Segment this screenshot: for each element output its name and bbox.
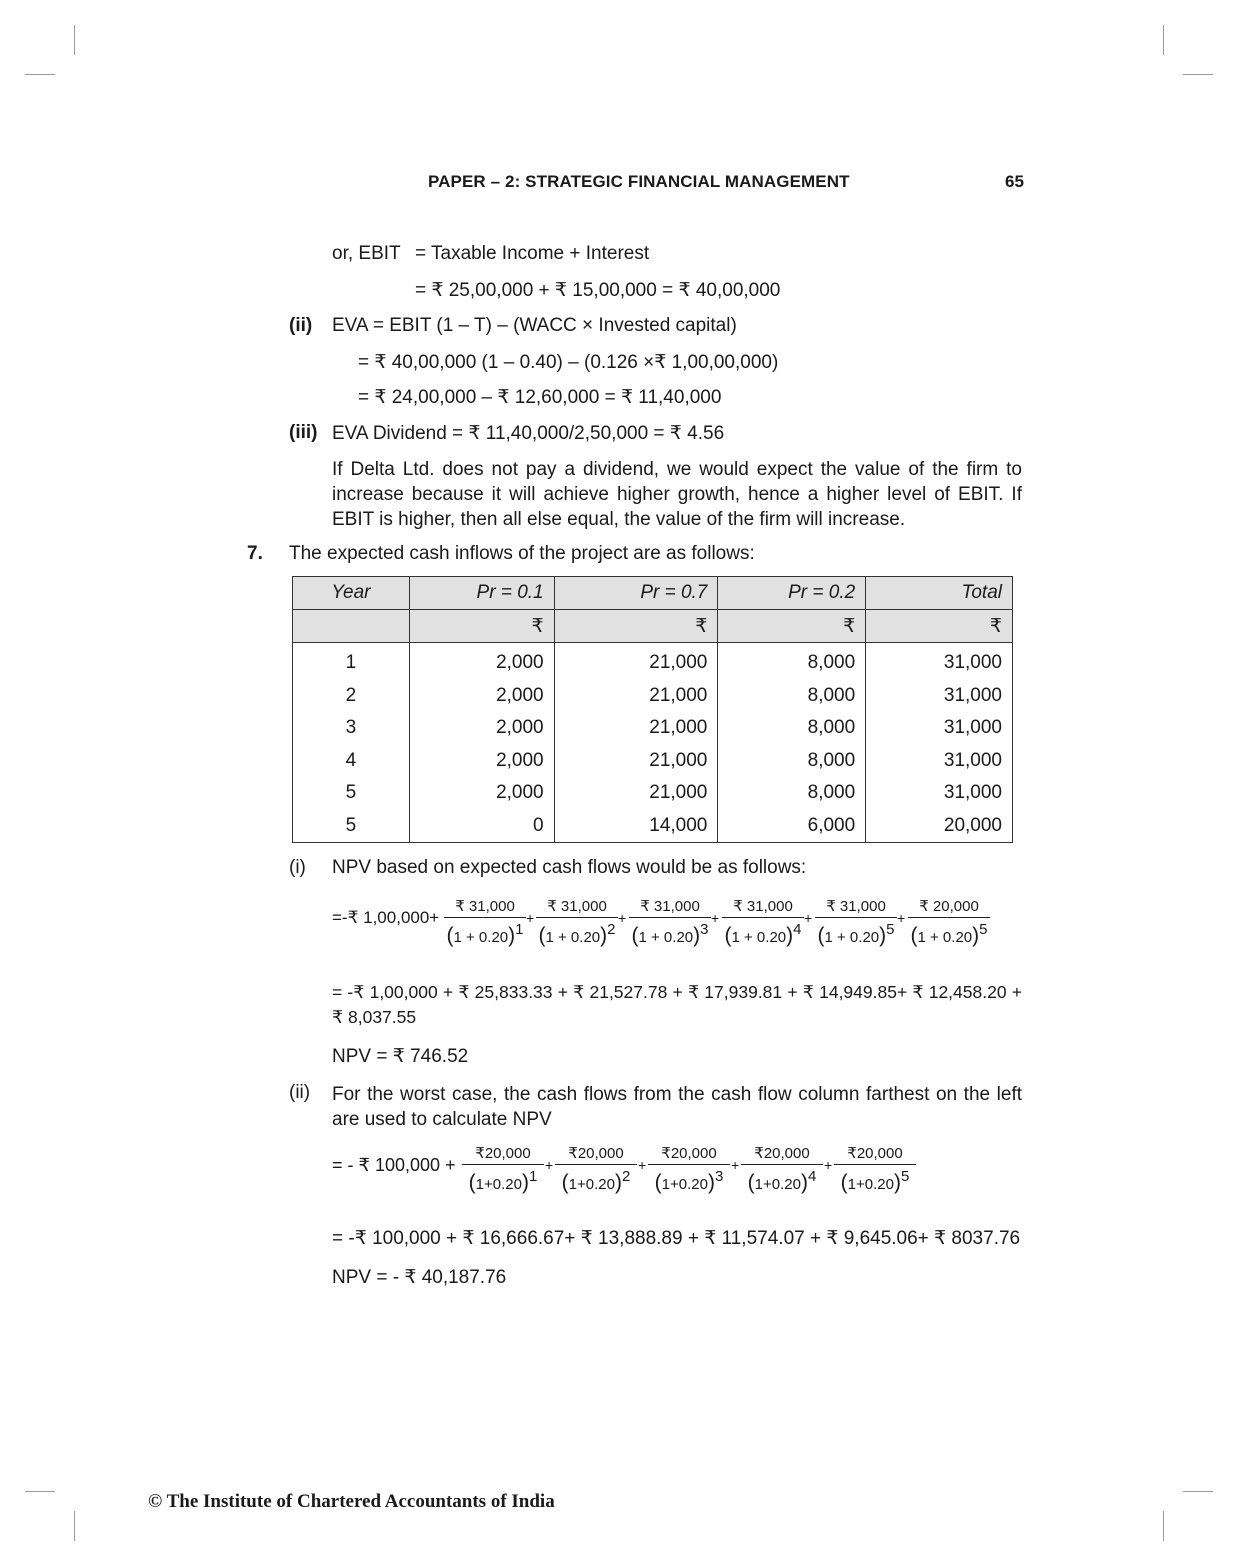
fraction-numerator: ₹20,000 bbox=[754, 1145, 810, 1162]
fraction-numerator: ₹ 31,000 bbox=[640, 898, 700, 915]
fraction-numerator: ₹20,000 bbox=[847, 1145, 903, 1162]
table-cell: 0 bbox=[409, 810, 554, 843]
crop-mark bbox=[74, 1511, 75, 1541]
table-cell: 5 bbox=[293, 777, 410, 810]
plus-sign: + bbox=[711, 910, 720, 926]
column-header-pr-07: Pr = 0.7 bbox=[554, 577, 718, 610]
discount-fraction: ₹20,000 $(1+0.20)^4$ bbox=[741, 1144, 823, 1195]
table-cell: 31,000 bbox=[866, 712, 1013, 745]
currency-symbol: ₹ bbox=[866, 610, 1013, 643]
table-cell: 5 bbox=[293, 810, 410, 843]
question-intro: The expected cash inflows of the project are as follows: bbox=[289, 543, 755, 564]
fraction-numerator: ₹ 31,000 bbox=[826, 898, 886, 915]
fraction-numerator: ₹ 31,000 bbox=[455, 898, 515, 915]
table-cell: 21,000 bbox=[554, 643, 718, 680]
eva-dividend-line: EVA Dividend = ₹ 11,40,000/2,50,000 = ₹ 4.56 bbox=[332, 423, 725, 444]
fraction-numerator: ₹ 20,000 bbox=[919, 898, 979, 915]
table-header-row bbox=[293, 577, 1013, 610]
part-i-marker: (i) bbox=[289, 857, 306, 878]
fraction-numerator: ₹ 31,000 bbox=[547, 898, 607, 915]
table-cell: 31,000 bbox=[866, 680, 1013, 713]
table-row bbox=[293, 712, 1013, 745]
fraction-denominator: 1+0.20 bbox=[568, 1176, 615, 1193]
table-row bbox=[293, 680, 1013, 713]
currency-symbol: ₹ bbox=[718, 610, 866, 643]
part-ii-intro: For the worst case, the cash flows from the cash flow column farthest on the left are used to calculate NPV bbox=[332, 1084, 1022, 1130]
table-cell: 2,000 bbox=[409, 643, 554, 680]
discount-fraction: ₹20,000 $(1+0.20)^3$ bbox=[648, 1144, 730, 1195]
crop-mark bbox=[1163, 1511, 1164, 1541]
part-i-intro: NPV based on expected cash flows would be as follows: bbox=[332, 857, 807, 878]
table-row bbox=[293, 810, 1013, 843]
table-cell: 4 bbox=[293, 745, 410, 778]
discount-fraction: ₹ 31,000 $(1 + 0.20)^4$ bbox=[722, 897, 804, 948]
cash-inflows-table bbox=[292, 576, 1013, 843]
fraction-numerator: ₹20,000 bbox=[661, 1145, 717, 1162]
eva-substitution: = ₹ 40,00,000 (1 – 0.40) – (0.126 ×₹ 1,00,00,000) bbox=[358, 352, 779, 373]
eva-dividend-marker: (iii) bbox=[289, 422, 318, 443]
fraction-denominator: 1+0.20 bbox=[475, 1176, 522, 1193]
fraction-denominator: 1+0.20 bbox=[754, 1176, 801, 1193]
worst-case-expansion: = -₹ 100,000 + ₹ 16,666.67+ ₹ 13,888.89 + ₹ 11,574.07 + ₹ 9,645.06+ ₹ 8037.76 bbox=[332, 1228, 1021, 1249]
ebit-label: or, EBIT bbox=[332, 243, 401, 264]
eva-dividend-paragraph: If Delta Ltd. does not pay a dividend, we would expect the value of the firm to increase because it will achieve higher growth, hence a higher level of EBIT. If EBIT is higher, then all else equal, the value of the firm will increase. bbox=[332, 459, 1022, 530]
plus-sign: + bbox=[824, 1157, 833, 1173]
table-cell: 8,000 bbox=[718, 777, 866, 810]
discount-fraction: ₹ 31,000 $(1 + 0.20)^5$ bbox=[815, 897, 897, 948]
table-cell: 8,000 bbox=[718, 745, 866, 778]
fraction-exponent: 2 bbox=[607, 921, 616, 938]
plus-sign: + bbox=[526, 910, 535, 926]
eva-result: = ₹ 24,00,000 – ₹ 12,60,000 = ₹ 11,40,000 bbox=[358, 387, 722, 408]
table-currency-row bbox=[293, 610, 1013, 643]
fraction-exponent: 1 bbox=[528, 1168, 538, 1185]
table-cell: 6,000 bbox=[718, 810, 866, 843]
npv-expansion: = -₹ 1,00,000 + ₹ 25,833.33 + ₹ 21,527.78 + ₹ 17,939.81 + ₹ 14,949.85+ ₹ 12,458.20 + ₹ 8,037.55 bbox=[332, 982, 1022, 1027]
fraction-exponent: 2 bbox=[621, 1168, 631, 1185]
table-row bbox=[293, 643, 1013, 680]
table-cell: 2,000 bbox=[409, 712, 554, 745]
fraction-exponent: 4 bbox=[807, 1168, 817, 1185]
page-number: 65 bbox=[1005, 172, 1024, 191]
table-cell: 14,000 bbox=[554, 810, 718, 843]
page-header-title: PAPER – 2: STRATEGIC FINANCIAL MANAGEMENT bbox=[428, 172, 850, 191]
fraction-exponent: 5 bbox=[979, 921, 988, 938]
discount-fraction: ₹20,000 $(1+0.20)^2$ bbox=[555, 1144, 637, 1195]
discount-fraction: ₹ 31,000 $(1 + 0.20)^1$ bbox=[444, 897, 526, 948]
crop-mark bbox=[1163, 25, 1164, 55]
table-cell: 20,000 bbox=[866, 810, 1013, 843]
column-header-year: Year bbox=[293, 577, 410, 610]
table-cell: 21,000 bbox=[554, 712, 718, 745]
table-cell: 2,000 bbox=[409, 680, 554, 713]
discount-fraction: ₹20,000 $(1+0.20)^5$ bbox=[834, 1144, 916, 1195]
table-cell: 21,000 bbox=[554, 680, 718, 713]
crop-mark bbox=[1183, 1491, 1213, 1492]
currency-symbol: ₹ bbox=[554, 610, 718, 643]
column-header-total: Total bbox=[866, 577, 1013, 610]
fraction-denominator: 1 + 0.20 bbox=[731, 929, 787, 946]
eva-formula: EVA = EBIT (1 – T) – (WACC × Invested capital) bbox=[332, 315, 737, 336]
fraction-denominator: 1 + 0.20 bbox=[824, 929, 880, 946]
table-cell: 31,000 bbox=[866, 777, 1013, 810]
worst-case-formula-lead: = - ₹ 100,000 + bbox=[332, 1155, 456, 1175]
table-cell: 2,000 bbox=[409, 777, 554, 810]
plus-sign: + bbox=[618, 910, 627, 926]
eva-marker: (ii) bbox=[289, 315, 313, 336]
table-cell: 3 bbox=[293, 712, 410, 745]
npv-result: NPV = ₹ 746.52 bbox=[332, 1046, 469, 1067]
table-row bbox=[293, 777, 1013, 810]
fraction-denominator: 1+0.20 bbox=[847, 1176, 894, 1193]
footer-copyright: © The Institute of Chartered Accountants of India bbox=[148, 1491, 555, 1512]
table-cell: 2 bbox=[293, 680, 410, 713]
table-cell: 31,000 bbox=[866, 745, 1013, 778]
fraction-exponent: 3 bbox=[700, 921, 709, 938]
discount-fraction: ₹ 31,000 $(1 + 0.20)^2$ bbox=[536, 897, 618, 948]
fraction-denominator: 1 + 0.20 bbox=[638, 929, 694, 946]
discount-fraction: ₹ 31,000 $(1 + 0.20)^3$ bbox=[629, 897, 711, 948]
npv-formula-lead: =-₹ 1,00,000+ bbox=[332, 908, 440, 927]
table-cell: 21,000 bbox=[554, 777, 718, 810]
table-row bbox=[293, 745, 1013, 778]
fraction-exponent: 1 bbox=[515, 921, 524, 938]
table-cell: 1 bbox=[293, 643, 410, 680]
column-header-pr-01: Pr = 0.1 bbox=[409, 577, 554, 610]
ebit-formula: = Taxable Income + Interest bbox=[415, 243, 650, 264]
fraction-exponent: 5 bbox=[886, 921, 895, 938]
column-header-pr-02: Pr = 0.2 bbox=[718, 577, 866, 610]
plus-sign: + bbox=[897, 910, 906, 926]
ebit-calculation: = ₹ 25,00,000 + ₹ 15,00,000 = ₹ 40,00,000 bbox=[415, 280, 781, 301]
fraction-exponent: 4 bbox=[793, 921, 802, 938]
plus-sign: + bbox=[545, 1157, 554, 1173]
crop-mark bbox=[25, 1491, 55, 1492]
table-cell: 8,000 bbox=[718, 712, 866, 745]
crop-mark bbox=[25, 74, 55, 75]
crop-mark bbox=[74, 25, 75, 55]
discount-fraction: ₹20,000 $(1+0.20)^1$ bbox=[462, 1144, 544, 1195]
plus-sign: + bbox=[804, 910, 813, 926]
fraction-exponent: 5 bbox=[900, 1168, 910, 1185]
fraction-denominator: 1 + 0.20 bbox=[917, 929, 973, 946]
table-cell: 31,000 bbox=[866, 643, 1013, 680]
fraction-numerator: ₹ 31,000 bbox=[733, 898, 793, 915]
table-cell: 21,000 bbox=[554, 745, 718, 778]
fraction-denominator: 1 + 0.20 bbox=[545, 929, 601, 946]
discount-fraction: ₹ 20,000 $(1 + 0.20)^5$ bbox=[908, 897, 990, 948]
fraction-numerator: ₹20,000 bbox=[568, 1145, 624, 1162]
crop-mark bbox=[1183, 74, 1213, 75]
plus-sign: + bbox=[638, 1157, 647, 1173]
table-cell: 8,000 bbox=[718, 680, 866, 713]
fraction-denominator: 1 + 0.20 bbox=[453, 929, 509, 946]
table-cell: 2,000 bbox=[409, 745, 554, 778]
fraction-exponent: 3 bbox=[714, 1168, 724, 1185]
fraction-denominator: 1+0.20 bbox=[661, 1176, 708, 1193]
fraction-numerator: ₹20,000 bbox=[475, 1145, 531, 1162]
worst-case-result: NPV = - ₹ 40,187.76 bbox=[332, 1267, 507, 1288]
currency-symbol bbox=[293, 610, 410, 643]
question-number: 7. bbox=[247, 543, 263, 564]
currency-symbol: ₹ bbox=[409, 610, 554, 643]
plus-sign: + bbox=[731, 1157, 740, 1173]
table-cell: 8,000 bbox=[718, 643, 866, 680]
part-ii-marker: (ii) bbox=[289, 1082, 311, 1103]
